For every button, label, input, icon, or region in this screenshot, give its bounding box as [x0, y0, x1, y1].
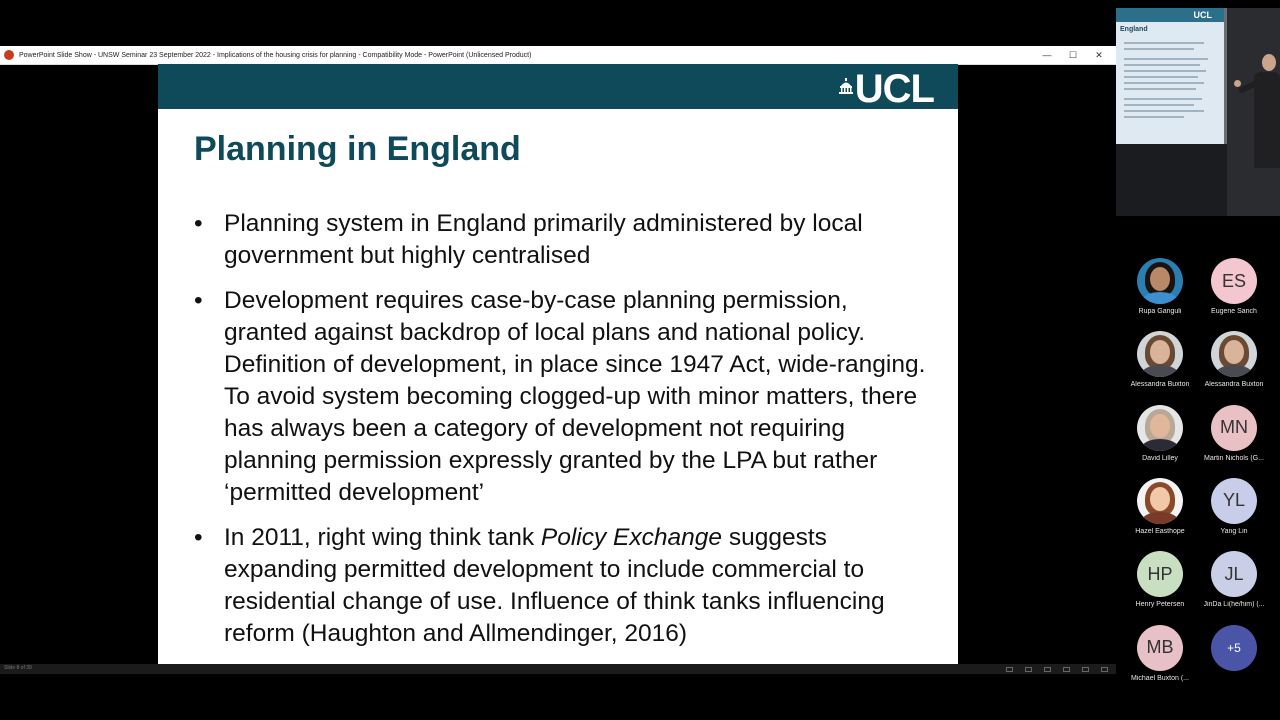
participant-tile[interactable]	[1120, 258, 1200, 328]
participant-tile[interactable]	[1120, 478, 1200, 548]
slide-header-banner	[158, 64, 958, 109]
reading-view-icon[interactable]	[1082, 667, 1089, 672]
projected-logo: UCL	[1193, 10, 1212, 20]
bullet-text-emphasis: Policy Exchange	[540, 524, 723, 551]
participant-name: Martin Nichols (G...	[1204, 454, 1264, 462]
close-icon[interactable]: ✕	[1095, 49, 1103, 60]
participant-name: Alessandra Buxton	[1130, 381, 1190, 389]
slide-title: Planning in England	[194, 130, 521, 168]
participant-tile[interactable]	[1120, 331, 1200, 401]
participant-name: Alessandra Buxton	[1204, 381, 1264, 389]
participant-name: Henry Petersen	[1135, 601, 1185, 609]
avatar-initials	[1211, 551, 1257, 597]
minimize-icon[interactable]: —	[1042, 50, 1052, 60]
more-participants-button[interactable]	[1194, 625, 1274, 695]
avatar-shoulders	[1215, 365, 1253, 377]
participant-name: David Lilley	[1142, 454, 1178, 462]
projected-text-line	[1124, 48, 1194, 50]
bullet-list	[194, 208, 934, 663]
avatar-photo	[1137, 405, 1183, 451]
projected-text-line	[1124, 64, 1200, 66]
projected-text-line	[1124, 104, 1194, 106]
avatar-photo	[1137, 258, 1183, 304]
participants-gallery	[1116, 258, 1280, 688]
participant-tile[interactable]	[1194, 405, 1274, 475]
projected-text-line	[1124, 42, 1204, 44]
ucl-dome-icon	[839, 78, 853, 94]
projected-text-line	[1124, 88, 1196, 90]
bullet-marker: •	[194, 287, 203, 314]
bullet-marker: •	[194, 210, 203, 237]
slideshow-icon[interactable]	[1101, 667, 1108, 672]
bullet-item	[194, 522, 934, 650]
more-count: +5	[1227, 640, 1241, 655]
bullet-item	[194, 285, 934, 509]
avatar-shoulders	[1141, 292, 1179, 304]
speaker-head	[1262, 54, 1276, 71]
normal-view-icon[interactable]	[1044, 667, 1051, 672]
avatar-initials	[1211, 258, 1257, 304]
bullet-item	[194, 208, 934, 272]
participant-tile[interactable]	[1194, 331, 1274, 401]
view-controls	[1006, 664, 1108, 674]
avatar-initials	[1137, 625, 1183, 671]
projected-text-line	[1124, 82, 1204, 84]
avatar-shoulders	[1141, 512, 1179, 524]
maximize-icon[interactable]: ☐	[1068, 49, 1078, 60]
participant-name: JinDa Li(he/him) (...	[1203, 601, 1265, 609]
participant-tile[interactable]	[1194, 478, 1274, 548]
slideshow-status-bar	[0, 664, 1116, 674]
avatar-shoulders	[1141, 439, 1179, 451]
bullet-text: Planning system in England primarily administered by local government but highly centralised	[224, 210, 863, 269]
avatar-photo	[1211, 331, 1257, 377]
avatar-shoulders	[1141, 365, 1179, 377]
initials: YL	[1222, 490, 1246, 511]
participant-tile[interactable]	[1120, 625, 1200, 695]
initials: MB	[1146, 637, 1174, 657]
participant-tile[interactable]	[1120, 551, 1200, 621]
window-controls	[1034, 46, 1112, 64]
initials: HP	[1147, 563, 1173, 584]
participant-name: Michael Buxton (...	[1131, 674, 1189, 682]
projected-text-line	[1124, 58, 1208, 60]
participant-name: Eugene Sarich	[1211, 308, 1257, 315]
projected-text-line	[1124, 98, 1202, 100]
projected-title: England	[1120, 26, 1148, 33]
slide-counter: Slide 8 of 39	[4, 665, 32, 671]
avatar-initials	[1211, 478, 1257, 524]
avatar-face	[1150, 267, 1170, 291]
more-count-badge	[1211, 625, 1257, 671]
bullet-text-before: In 2011, right wing think tank	[224, 524, 541, 551]
avatar-face	[1150, 414, 1170, 438]
participant-tile[interactable]	[1194, 551, 1274, 621]
avatar-initials	[1137, 551, 1183, 597]
title-bar	[0, 46, 1116, 65]
slide-sorter-icon[interactable]	[1063, 667, 1070, 672]
initials: JL	[1224, 563, 1244, 584]
previous-slide-icon[interactable]	[1006, 667, 1013, 672]
powerpoint-window	[0, 46, 1116, 674]
bullet-text	[224, 524, 885, 647]
slide[interactable]	[158, 64, 958, 664]
speaker-body	[1254, 72, 1280, 168]
ucl-logo-text: UCL	[854, 67, 934, 111]
avatar-face	[1150, 487, 1170, 511]
participant-tile[interactable]	[1120, 405, 1200, 475]
initials: MN	[1220, 417, 1248, 438]
projected-text-line	[1124, 116, 1184, 118]
bullet-text: Development requires case-by-case planning permission, granted against backdrop of local plans and national policy. Definition of development, in place since 1947 Act, wide-ranging. To avoid system becoming clogged-up with minor matters, there has always been a category of development not requiring planning permission expressly granted by the LPA but rather ‘permitted development’	[224, 287, 926, 506]
speaker-hand	[1234, 80, 1241, 87]
bullet-text-after: suggests expanding permitted development to include commercial to residential change of use. Influence of think tanks influencing reform (Haughton and Allmendinger, 2016)	[224, 524, 885, 647]
window-title: PowerPoint Slide Show - UNSW Seminar 23 September 2022 - Implications of the housing crisis for planning - Compatibility Mode - PowerPoint (Unlicensed Product)	[19, 51, 532, 59]
initials: ES	[1221, 270, 1246, 291]
projected-text-line	[1124, 70, 1206, 72]
ucl-logo	[839, 67, 934, 111]
projected-banner	[1116, 8, 1224, 22]
projected-text-line	[1124, 110, 1204, 112]
avatar-photo	[1137, 478, 1183, 524]
projected-text-line	[1124, 76, 1198, 78]
avatar-initials	[1211, 405, 1257, 451]
participant-name: Rupa Ganguli	[1138, 308, 1182, 315]
next-slide-icon[interactable]	[1025, 667, 1032, 672]
powerpoint-app-icon	[4, 50, 14, 60]
bullet-marker: •	[194, 524, 203, 551]
participant-name: Hazel Easthope	[1135, 527, 1185, 535]
participant-name: Yang Lin	[1220, 527, 1248, 535]
participant-tile[interactable]	[1194, 258, 1274, 328]
avatar-photo	[1137, 331, 1183, 377]
speaker-video-tile[interactable]	[1116, 8, 1280, 216]
projector-screen	[1116, 8, 1227, 144]
